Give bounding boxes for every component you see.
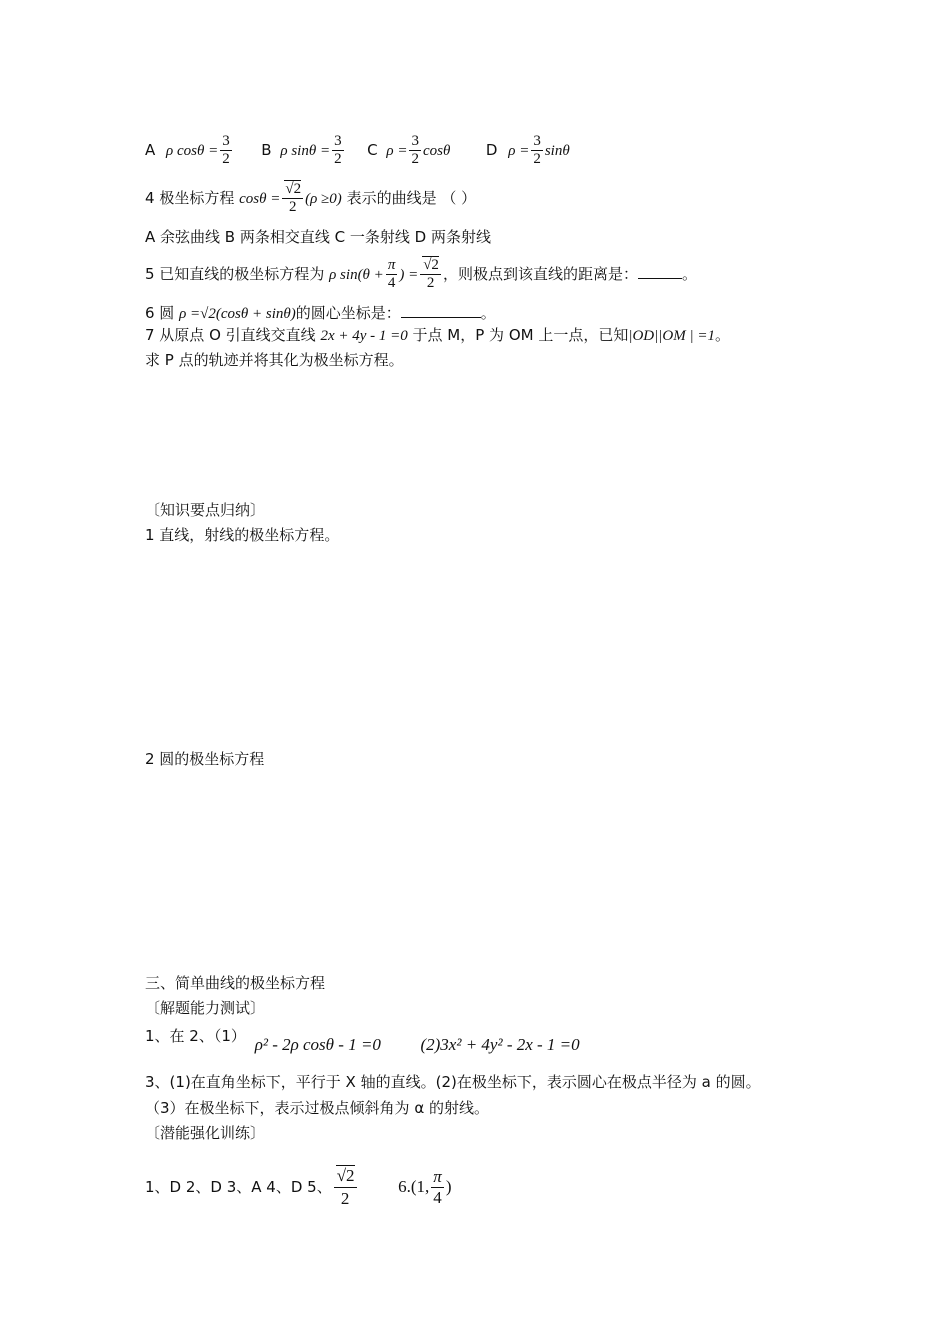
section-3-title: 三、简单曲线的极坐标方程 [145,974,326,992]
q3-option-b: B ρ sinθ = $\frac{3}{2}$ [261,133,342,167]
answer-eq-2: (2)3x² + 4y² - 2x - 1 =0 [420,1035,580,1054]
answer-line-4: （3）在极坐标下，表示过极点倾斜角为 α 的射线。 [145,1099,489,1117]
q7-line1: 7 从原点 O 引直线交直线 2x + 4y - 1 =0 于点 M，P 为 OM 上一点，已知|OD||OM | =1。 [145,326,730,344]
q5-stem: 5 已知直线的极坐标方程为 ρ sin(θ + $\frac{\pi}{4}$ ) = $\frac{√2}{2}$ ，则极点到该直线的距离是： 。 [145,257,697,291]
answer-line-1: 1、在 2、（1） ρ² - 2ρ cosθ - 1 =0 (2)3x² + 4y² - 2x - 1 =0 [145,1027,580,1054]
ability-header: 〔解题能力测试〕 [145,999,266,1017]
potential-header: 〔潜能强化训练〕 [145,1124,266,1142]
q4-options: A 余弦曲线 B 两条相交直线 C 一条射线 D 两条射线 [145,228,491,246]
answer-eq-1: ρ² - 2ρ cosθ - 1 =0 [254,1035,381,1054]
answer-line-3: 3、(1)在直角坐标下，平行于 X 轴的直线。(2)在极坐标下，表示圆心在极点半径为 a 的圆。 [145,1073,761,1091]
knowledge-header: 〔知识要点归纳〕 [145,501,266,519]
q4-stem: 4 极坐标方程 cosθ = $\frac{√2}{2}$ (ρ ≥0) 表示的曲线是 （ ） [145,181,477,215]
q6-answer-blank [401,317,481,318]
q3-option-c: C ρ = $\frac{3}{2}$ cosθ [367,133,451,167]
q3-option-a: A ρ cosθ = $\frac{3}{2}$ [145,133,230,167]
q7-line2: 求 P 点的轨迹并将其化为极坐标方程。 [145,351,404,369]
q6-stem: 6 圆 ρ =√2(cosθ + sinθ)的圆心坐标是： 。 [145,304,496,322]
q5-answer-blank [638,278,682,279]
q3-option-d: D ρ = $\frac{3}{2}$ sinθ [485,133,570,167]
potential-answers: 1、D 2、D 3、A 4、D 5、 $\frac{√2}{2}$ 6.(1, $\frac{\pi}{4}$ ) [145,1166,452,1208]
q3-options [145,133,570,168]
knowledge-item-2: 2 圆的极坐标方程 [145,750,265,768]
knowledge-item-1: 1 直线，射线的极坐标方程。 [145,526,340,544]
